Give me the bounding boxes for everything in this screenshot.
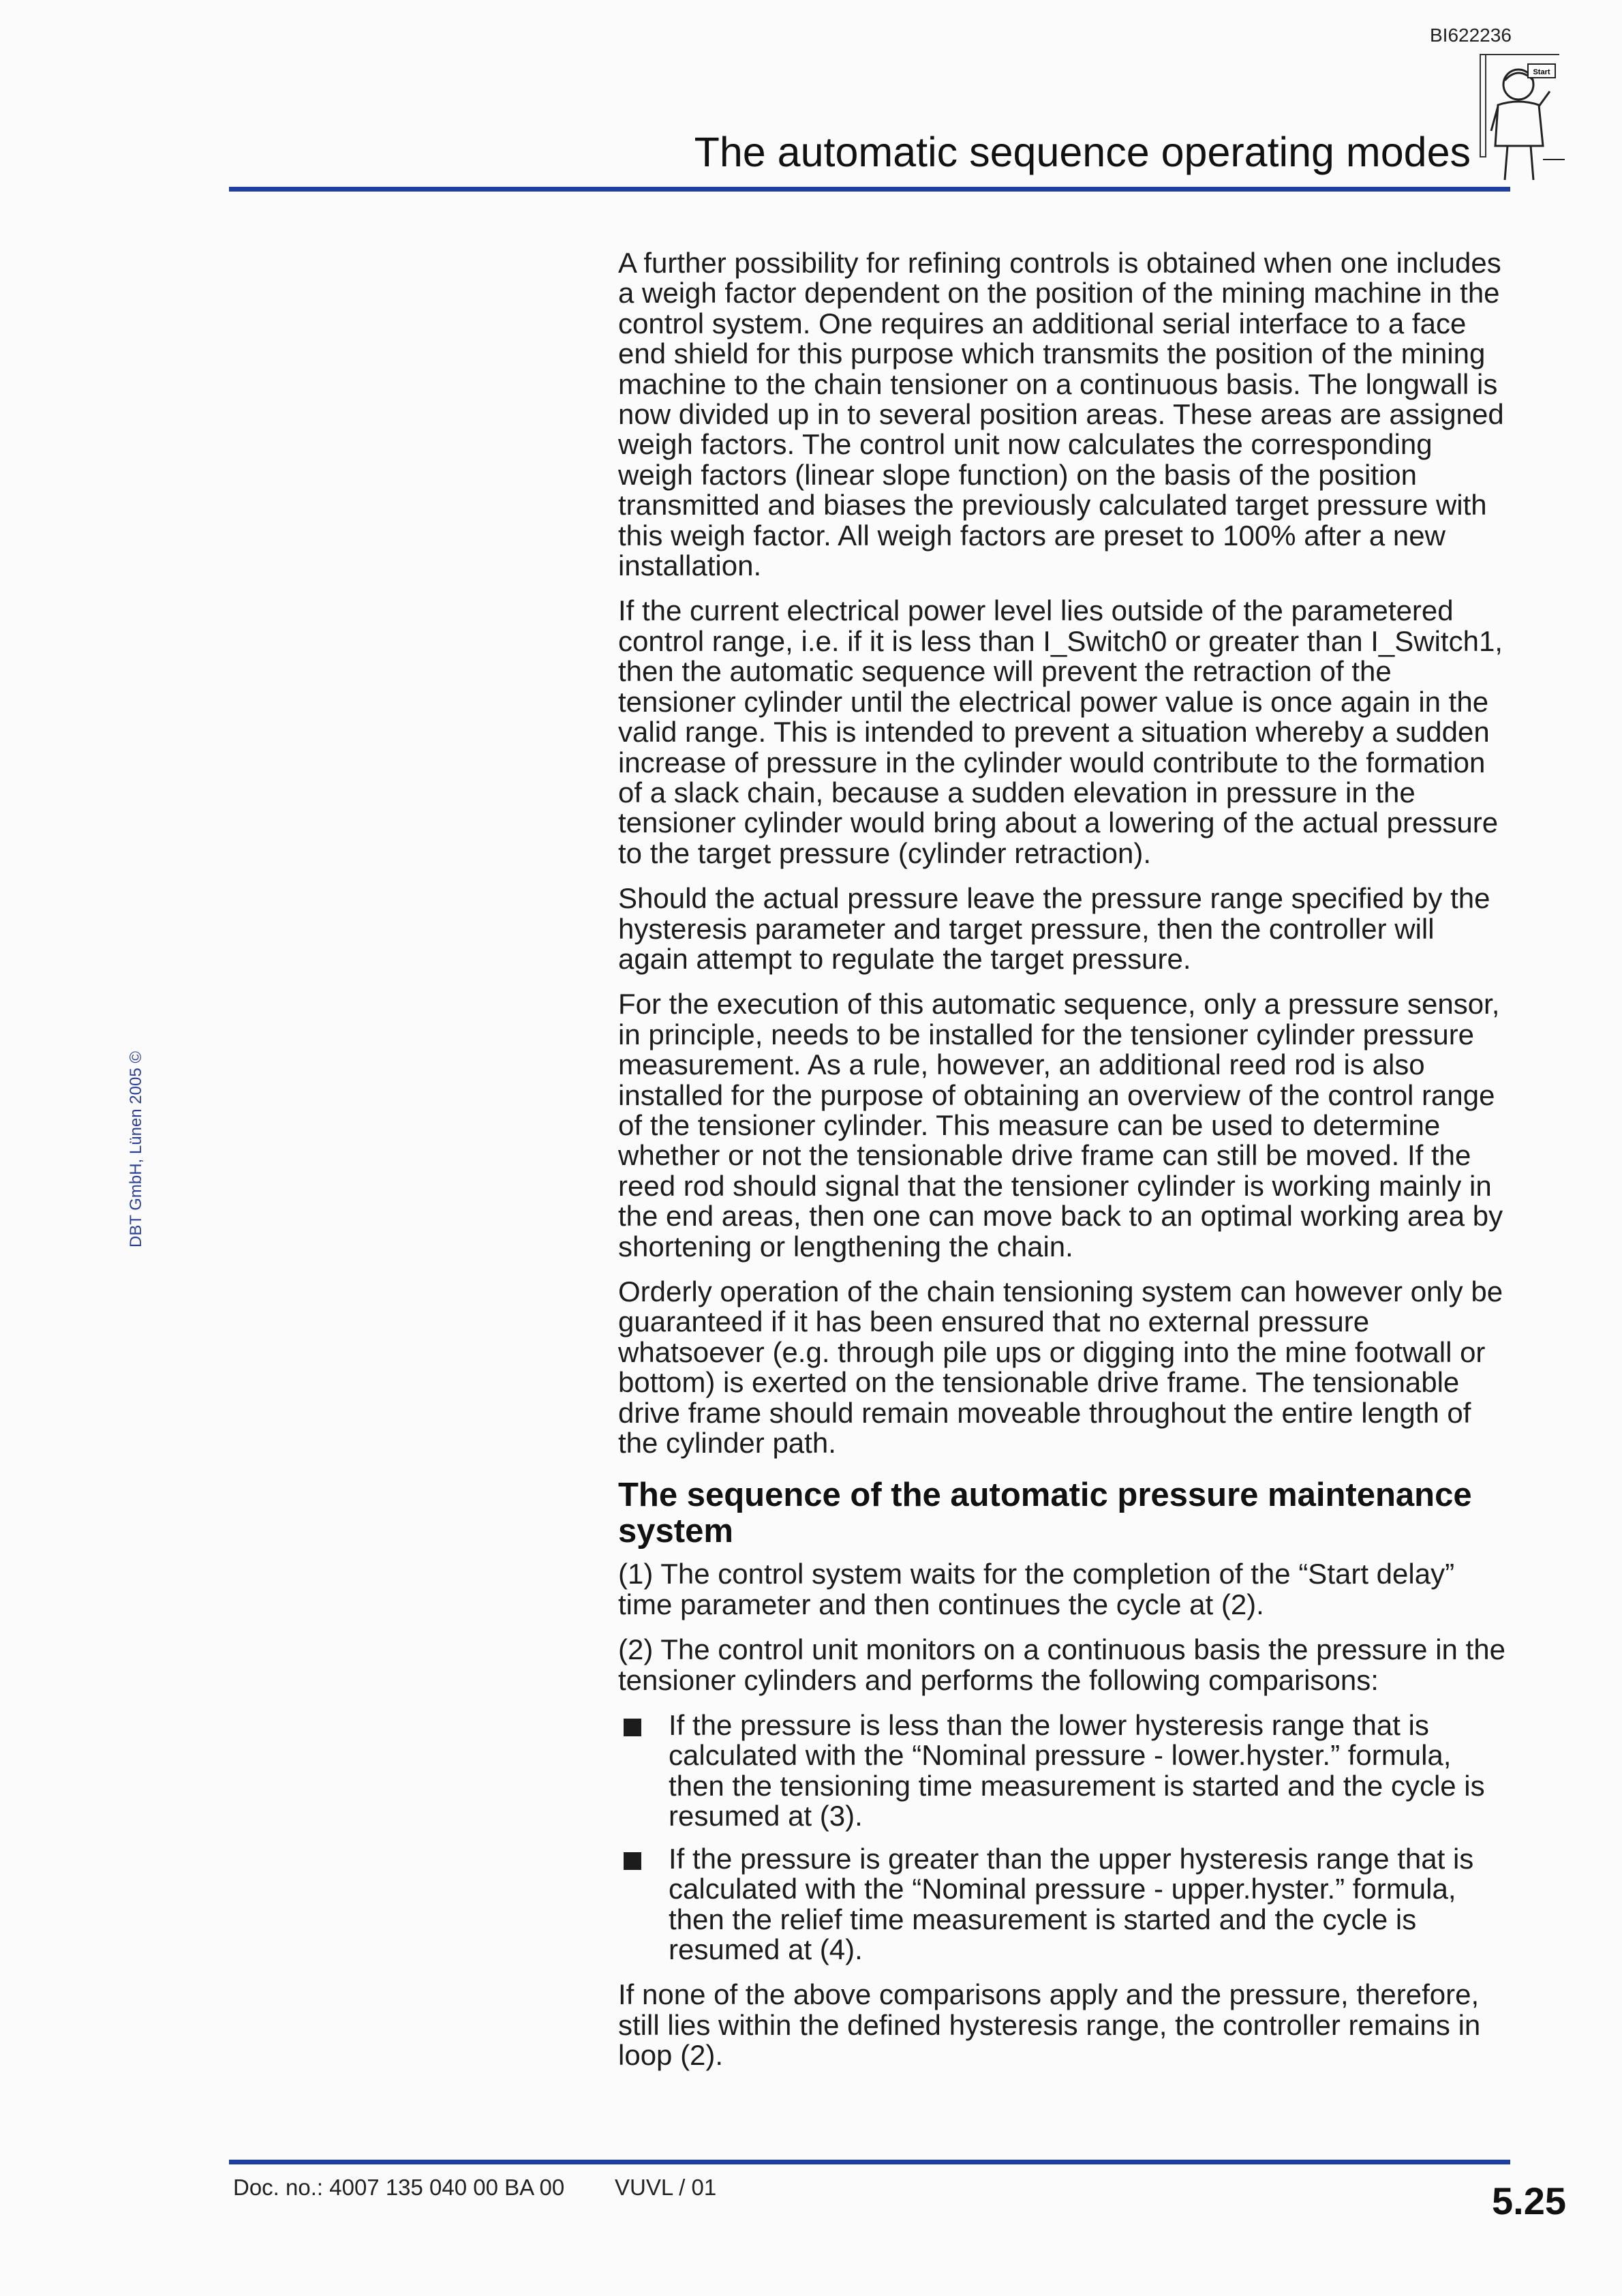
paragraph-weigh-factor: A further possibility for refining controls is obtained when one includes a weigh factor dependent on the position of the mining machine in the control system. One requires an additional serial interface to a face end shield for this purpose which transmits the position of the mining machine to the chain tensioner on a continuous basis. The longwall is now divided up in to several position areas. These areas are assigned weigh factors. The control unit now calculates the corresponding weigh factors (linear slope function) on the basis of the position transmitted and biases the previously calculated target pressure with this weigh factor. All weigh factors are preset to 100% after a new installation. xyxy=(618,247,1504,582)
document-id: BI622236 xyxy=(1430,25,1512,46)
list-item xyxy=(618,1710,1511,1832)
header-rule xyxy=(229,187,1510,192)
page-number: 5.25 xyxy=(1492,2179,1566,2222)
copyright-notice: DBT GmbH, Lünen 2005 © xyxy=(127,1051,145,1248)
footer-rule xyxy=(229,2160,1510,2164)
list-item xyxy=(618,1844,1511,1965)
list-item-text: If the pressure is less than the lower hysteresis range that is calculated with the “Nominal pressure - lower.hyster.” formula, then the tensioning time measurement is started and the cycle is resumed at (3). xyxy=(669,1709,1485,1832)
page-title: The automatic sequence operating modes xyxy=(694,129,1471,175)
main-content xyxy=(618,248,1511,2086)
section-heading: The sequence of the automatic pressure maintenance system xyxy=(618,1477,1472,1550)
start-label: Start xyxy=(1533,68,1550,76)
paragraph-orderly-operation: Orderly operation of the chain tensioning system can however only be guaranteed if it has been ensured that no external pressure whatsoever (e.g. through pile ups or digging into the mine footwall or bottom) is exerted on the tensionable drive frame. The tensionable drive frame should remain moveable throughout the entire length of the cylinder path. xyxy=(618,1275,1503,1460)
start-operator-icon xyxy=(1478,50,1565,187)
paragraph-power-level: If the current electrical power level lies outside of the parametered control range, i.e. if it is less than I_Switch0 or greater than I_Switch1, then the automatic sequence will prevent the retraction of the tensioner cylinder until the electrical power value is once again in the valid range. This is intended to prevent a situation whereby a sudden increase of pressure in the cylinder would contribute to the formation of a slack chain, because a sudden elevation in pressure in the tensioner cylinder would bring about a lowering of the actual pressure to the target pressure (cylinder retraction). xyxy=(618,594,1503,869)
step-2: (2) The control unit monitors on a continuous basis the pressure in the tensioner cylinders and performs the following comparisons: xyxy=(618,1633,1505,1696)
square-bullet-icon xyxy=(624,1719,641,1736)
paragraph-sensor: For the execution of this automatic sequence, only a pressure sensor, in principle, needs to be installed for the tensioner cylinder pressure measurement. As a rule, however, an additional reed rod is also installed for the purpose of obtaining an overview of the control range of the tensioner cylinder. This measure can be used to determine whether or not the tensionable drive frame can still be moved. If the reed rod should signal that the tensioner cylinder is working mainly in the end areas, then one can move back to an optimal working area by shortening or lengthening the chain. xyxy=(618,988,1503,1263)
square-bullet-icon xyxy=(624,1852,641,1870)
paragraph-hysteresis: Should the actual pressure leave the pressure range specified by the hysteresis parameter and target pressure, then the controller will again attempt to regulate the target pressure. xyxy=(618,882,1490,975)
document-revision: VUVL / 01 xyxy=(615,2175,717,2200)
list-item-text: If the pressure is greater than the upper hysteresis range that is calculated with the “Nominal pressure - upper.hyster.” formula, then the relief time measurement is started and the cycle is resumed at (4). xyxy=(669,1842,1474,1965)
document-number: Doc. no.: 4007 135 040 00 BA 00 xyxy=(233,2175,565,2200)
comparison-list xyxy=(618,1710,1511,1965)
paragraph-closing: If none of the above comparisons apply and the pressure, therefore, still lies within the defined hysteresis range, the controller remains in loop (2). xyxy=(618,1978,1481,2072)
step-1: (1) The control system waits for the completion of the “Start delay” time parameter and then continues the cycle at (2). xyxy=(618,1558,1455,1620)
